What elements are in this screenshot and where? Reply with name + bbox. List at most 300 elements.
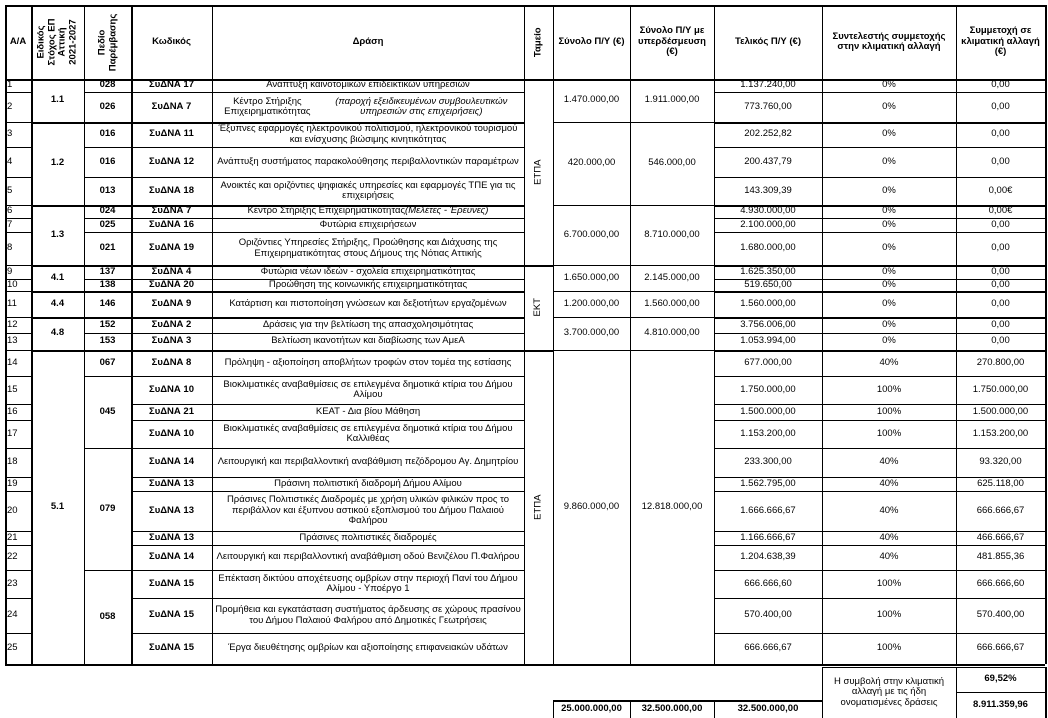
grid-line <box>131 570 524 571</box>
row-coef: 100% <box>876 427 902 439</box>
row-climate: 625.118,00 <box>977 477 1024 489</box>
row-coef: 40% <box>879 477 899 489</box>
grid-line <box>553 350 714 351</box>
grid-line <box>131 376 524 377</box>
row-climate: 481.855,36 <box>976 551 1025 563</box>
grid-line <box>131 317 524 319</box>
row-kodikos: ΣυΔΝΑ 3 <box>151 335 192 347</box>
grid-line <box>5 5 1045 7</box>
grid-line <box>5 477 31 478</box>
row-kodikos: ΣυΔΝΑ 7 <box>151 205 192 217</box>
grid-line <box>714 177 1045 178</box>
row-kodikos: ΣυΔΝΑ 14 <box>149 551 194 563</box>
fund-label: ΕΚΤ <box>532 298 544 317</box>
grid-line <box>5 545 31 546</box>
grid-line <box>131 147 524 148</box>
grid-line <box>5 376 31 377</box>
row-pedio: 137 <box>99 265 116 277</box>
group-synolo: 1.650.000,00 <box>563 271 620 283</box>
row-aa: 25 <box>7 642 18 654</box>
row-telikos: 773.760,00 <box>744 100 792 112</box>
row-kodikos: ΣυΔΝΑ 15 <box>149 609 194 621</box>
grid-line <box>84 317 131 319</box>
grid-line <box>5 291 31 292</box>
row-pedio: 016 <box>99 155 116 167</box>
group-hyper: 4.810.000,00 <box>644 327 700 339</box>
row-kodikos: ΣυΔΝΑ 15 <box>149 577 194 589</box>
row-telikos: 1.560.000,00 <box>740 297 796 309</box>
row-climate: 570.400,00 <box>976 609 1025 621</box>
row-telikos: 1.750.000,00 <box>740 383 796 395</box>
group-synolo: 9.860.000,00 <box>563 500 620 512</box>
row-climate: 0,00 <box>991 335 1010 347</box>
row-coef: 0% <box>882 279 896 290</box>
grid-line <box>714 420 1045 421</box>
header-symmetoxi: Συμμετοχή σε κλιματική αλλαγή (€) <box>961 25 1040 58</box>
grid-line <box>5 420 31 421</box>
grid-line <box>5 232 31 233</box>
grid-line <box>822 5 823 664</box>
grid-line <box>553 291 714 292</box>
grid-line <box>5 404 31 405</box>
row-drasi: Έξυπνες εφαρμογές ηλεκτρονικού πολιτισμού, ηλεκτρονικού τουρισμού και ενίσχυσης βιώσιμης κινητικότητας <box>218 123 518 145</box>
row-coef: 0% <box>882 128 896 140</box>
row-aa: 1 <box>7 79 13 91</box>
row-kodikos: ΣυΔΝΑ 8 <box>151 356 192 368</box>
grid-line <box>524 265 553 267</box>
grid-line <box>553 205 714 206</box>
row-climate: 0,00 <box>991 218 1010 230</box>
row-aa: 9 <box>7 265 13 277</box>
row-pedio: 013 <box>99 184 116 196</box>
row-telikos: 666.666,67 <box>744 642 792 654</box>
grid-line <box>714 350 1045 352</box>
group-stoxos: 4.8 <box>50 327 65 339</box>
row-aa: 3 <box>7 128 13 140</box>
grid-line <box>524 5 525 664</box>
grid-line <box>131 491 524 492</box>
row-kodikos: ΣυΔΝΑ 15 <box>149 642 194 654</box>
total-telikos: 32.500.000,00 <box>737 702 799 714</box>
header-syntelestis: Συντελεστής συμμετοχής στην κλιματική αλλαγή <box>832 30 946 52</box>
grid-line <box>630 5 631 664</box>
row-kodikos: ΣυΔΝΑ 9 <box>151 297 192 309</box>
row-climate: 0,00 <box>991 279 1010 290</box>
grid-line <box>131 404 524 405</box>
row-coef: 0% <box>882 265 896 277</box>
row-drasi: Πρόληψη - αξιοποίηση αποβλήτων τροφών στον τομέα της εστίασης <box>224 356 512 368</box>
grid-line <box>714 598 1045 599</box>
row-kodikos: ΣυΔΝΑ 16 <box>149 218 194 230</box>
row-drasi: Δράσεις για την βελτίωση της απασχολησιμότητας <box>262 318 474 330</box>
grid-line <box>31 291 84 293</box>
grid-line <box>714 122 1045 124</box>
header-synolo: Σύνολο Π/Υ (€) <box>558 35 625 47</box>
grid-line <box>84 448 131 449</box>
grid-line <box>84 205 131 207</box>
row-aa: 19 <box>7 477 18 489</box>
header-tameio: Ταμείο <box>532 27 544 57</box>
grid-line <box>84 218 131 219</box>
group-synolo: 1.200.000,00 <box>563 297 620 309</box>
row-climate: 1.153.200,00 <box>972 427 1029 439</box>
row-coef: 0% <box>882 335 896 347</box>
row-pedio: 028 <box>99 79 116 91</box>
grid-line <box>714 570 1045 571</box>
row-kodikos: ΣυΔΝΑ 4 <box>151 265 192 277</box>
row-drasi: Οριζόντιες Υπηρεσίες Στήριξης, Προώθησης και Διάχυσης της Επιχειρηματικότητας στους Δήμους της Νότιας Αττικής <box>238 237 498 259</box>
row-coef: 0% <box>882 155 896 167</box>
row-telikos: 3.756.006,00 <box>740 318 796 330</box>
row-drasi: Ανάπτυξη καινοτομικών επιδεικτικών υπηρεσιών <box>266 79 470 91</box>
group-stoxos: 4.1 <box>50 271 65 283</box>
grid-line <box>131 333 524 334</box>
row-telikos: 1.204.638,39 <box>740 551 796 563</box>
summary-percent: 69,52% <box>984 673 1017 685</box>
row-kodikos: ΣυΔΝΑ 11 <box>149 128 194 140</box>
header-kodikos: Κωδικός <box>152 35 191 47</box>
grid-line <box>131 545 524 546</box>
group-synolo: 3.700.000,00 <box>563 327 620 339</box>
row-climate: 0,00€ <box>988 205 1013 217</box>
grid-line <box>714 317 1045 319</box>
row-pedio: 138 <box>99 279 116 290</box>
grid-line <box>5 79 1045 81</box>
grid-line <box>553 265 714 266</box>
grid-line <box>84 350 131 352</box>
group-hyper: 2.145.000,00 <box>644 271 700 283</box>
row-telikos: 1.680.000,00 <box>740 242 796 254</box>
grid-line <box>714 404 1045 405</box>
grid-line <box>5 664 1045 666</box>
row-coef: 100% <box>876 642 902 654</box>
grid-line <box>714 205 1045 207</box>
grid-line <box>131 477 524 478</box>
group-hyper: 8.710.000,00 <box>644 228 700 240</box>
grid-line <box>84 147 131 148</box>
row-telikos: 1.625.350,00 <box>740 265 796 277</box>
group-stoxos: 1.2 <box>50 157 65 169</box>
row-drasi: Βελτίωση ικανοτήτων και διαβίωσης των ΑμεΑ <box>271 335 465 347</box>
row-aa: 16 <box>7 405 18 417</box>
grid-line <box>31 5 33 664</box>
row-kodikos: ΣυΔΝΑ 2 <box>151 318 192 330</box>
row-coef: 100% <box>876 383 902 395</box>
row-telikos: 202.252,82 <box>744 128 792 140</box>
row-coef: 40% <box>879 504 899 516</box>
row-climate: 270.800,00 <box>976 356 1025 368</box>
grid-line <box>714 218 1045 219</box>
row-drasi: ΚΕΑΤ - Δια βίου Μάθηση <box>315 405 421 417</box>
group-stoxos: 5.1 <box>50 500 65 512</box>
grid-line <box>31 265 84 267</box>
row-aa: 4 <box>7 155 13 167</box>
grid-line <box>714 232 1045 233</box>
row-climate: 466.666,67 <box>976 531 1025 543</box>
grid-line <box>714 545 1045 546</box>
grid-line <box>524 350 553 352</box>
grid-line <box>84 291 131 293</box>
row-telikos: 1.166.666,67 <box>740 531 796 543</box>
row-coef: 0% <box>882 218 896 230</box>
row-aa: 20 <box>7 504 18 516</box>
grid-line <box>131 279 524 280</box>
group-stoxos: 4.4 <box>50 297 65 309</box>
grid-line <box>553 5 554 664</box>
row-drasi: Προμήθεια και εγκατάσταση συστήματος άρδευσης σε χώρους πρασίνου του Δήμου Παλαιού Φαλήρου από Δημοτικές Γεωτρήσεις <box>215 604 521 626</box>
row-kodikos: ΣυΔΝΑ 20 <box>149 279 194 290</box>
row-aa: 23 <box>7 577 18 589</box>
row-pedio: 146 <box>99 297 116 309</box>
group-stoxos: 1.3 <box>50 228 65 240</box>
row-telikos: 1.137.240,00 <box>740 79 796 91</box>
row-climate: 0,00 <box>991 128 1010 140</box>
row-climate: 93.320,00 <box>979 456 1022 468</box>
row-kodikos: ΣυΔΝΑ 12 <box>149 155 194 167</box>
fund-label: ΕΤΠΑ <box>532 159 544 185</box>
row-climate: 0,00 <box>991 297 1010 309</box>
grid-line <box>131 205 524 207</box>
row-drasi: Ανοικτές και οριζόντιες ψηφιακές υπηρεσίες και εφαρμογές ΤΠΕ για τις επιχειρήσεις <box>220 179 516 201</box>
grid-line <box>5 279 31 280</box>
grid-line <box>553 317 714 318</box>
grid-line <box>131 92 524 93</box>
grid-line <box>131 291 524 293</box>
grid-line <box>31 205 84 207</box>
group-stoxos: 1.1 <box>50 94 65 106</box>
row-coef: 0% <box>882 79 896 91</box>
header-pedio: Πεδίο Παρέμβασης <box>96 13 118 71</box>
row-aa: 17 <box>7 427 18 439</box>
grid-line <box>714 531 1045 532</box>
header-telikos: Τελικός Π/Υ (€) <box>735 35 801 47</box>
row-kodikos: ΣυΔΝΑ 13 <box>149 504 194 516</box>
total-hyper: 32.500.000,00 <box>641 702 703 714</box>
row-pedio: 045 <box>99 405 116 417</box>
row-kodikos: ΣυΔΝΑ 13 <box>149 531 194 543</box>
grid-line <box>5 5 7 664</box>
row-aa: 7 <box>7 218 13 230</box>
grid-line <box>31 317 84 319</box>
grid-line <box>5 147 31 148</box>
grid-line <box>5 265 31 266</box>
row-climate: 0,00 <box>991 100 1010 112</box>
grid-line <box>714 376 1045 377</box>
grid-line <box>84 5 85 664</box>
grid-line <box>5 570 31 571</box>
grid-line <box>84 376 131 377</box>
row-kodikos: ΣυΔΝΑ 7 <box>151 100 192 112</box>
row-aa: 11 <box>7 297 17 309</box>
row-climate: 666.666,67 <box>976 642 1025 654</box>
row-pedio: 026 <box>99 100 116 112</box>
grid-line <box>84 265 131 267</box>
row-aa: 22 <box>7 551 18 563</box>
row-climate: 1.750.000,00 <box>972 383 1029 395</box>
row-pedio: 058 <box>99 610 116 622</box>
row-coef: 40% <box>879 456 899 468</box>
row-coef: 100% <box>876 609 902 621</box>
grid-line <box>131 177 524 178</box>
grid-line <box>31 122 84 124</box>
row-telikos: 143.309,39 <box>744 184 792 196</box>
grid-line <box>822 667 823 718</box>
row-drasi: Βιοκλιματικές αναβαθμίσεις σε επιλεγμένα δημοτικά κτίρια του Δήμου Καλλιθέας <box>223 422 513 444</box>
grid-line <box>714 147 1045 148</box>
grid-line <box>5 92 31 93</box>
summary-note: Η συμβολή στην κλιματική αλλαγή με τις ήδη ονοματισμένες δράσεις <box>833 675 945 708</box>
row-drasi: Λειτουργική και περιβαλλοντική αναβάθμιση πεζόδρομου Αγ. Δημητρίου <box>217 456 519 468</box>
grid-line <box>131 232 524 233</box>
row-aa: 10 <box>7 279 18 290</box>
row-telikos: 1.053.994,00 <box>740 335 796 347</box>
row-kodikos: ΣυΔΝΑ 14 <box>149 456 194 468</box>
row-pedio: 021 <box>99 242 116 254</box>
grid-line <box>714 279 1045 280</box>
row-drasi: Κέντρο Στήριξης Επιχειρηματικότητας (Μελέτες - Έρευνες) <box>247 205 489 217</box>
grid-line <box>5 177 31 178</box>
row-drasi: Πράσινη πολιτιστική διαδρομή Δήμου Αλίμου <box>274 477 462 489</box>
row-drasi: Προώθηση της κοινωνικής επιχειρηματικότητας <box>268 279 468 290</box>
grid-line <box>131 265 524 267</box>
grid-line <box>714 333 1045 334</box>
row-coef: 100% <box>876 577 902 589</box>
grid-line <box>131 448 524 449</box>
grid-line <box>131 633 524 634</box>
grid-line <box>131 531 524 532</box>
grid-line <box>714 291 1045 293</box>
summary-climate-total: 8.911.359,96 <box>973 699 1028 711</box>
row-climate: 0,00 <box>991 155 1010 167</box>
row-pedio: 079 <box>99 502 116 514</box>
group-hyper: 546.000,00 <box>648 157 696 169</box>
grid-line <box>714 92 1045 93</box>
group-synolo: 6.700.000,00 <box>563 228 620 240</box>
row-aa: 12 <box>7 318 18 330</box>
row-aa: 5 <box>7 184 13 196</box>
row-kodikos: ΣυΔΝΑ 13 <box>149 477 194 489</box>
row-aa: 6 <box>7 205 13 217</box>
grid-line <box>31 350 84 352</box>
row-drasi: Φυτώρια επιχειρήσεων <box>319 218 417 230</box>
grid-line <box>131 5 133 664</box>
row-telikos: 677.000,00 <box>744 356 792 368</box>
row-telikos: 233.300,00 <box>744 456 792 468</box>
row-climate: 0,00 <box>991 318 1010 330</box>
fund-label: ΕΤΠΑ <box>532 494 544 520</box>
grid-line <box>5 448 31 449</box>
grid-line <box>714 448 1045 449</box>
grid-line <box>212 5 213 664</box>
row-pedio: 016 <box>99 128 116 140</box>
row-drasi: Πράσινες Πολιτιστικές Διαδρομές με χρήση υλικών φιλικών προς το περιβάλλον και έξυπνου αστικού εξοπλισμού του Δήμου Παλαιού Φαλήρου <box>226 494 510 527</box>
row-aa: 24 <box>7 609 18 621</box>
row-aa: 8 <box>7 242 13 254</box>
header-eidikos-stoxos: Ειδικός Στόχος ΕΠ Αττική 2021-2027 <box>35 18 78 66</box>
row-drasi: Έργα διευθέτησης ομβρίων και αξιοποίησης επιφανειακών υδάτων <box>228 642 508 654</box>
row-coef: 40% <box>879 356 899 368</box>
row-coef: 0% <box>882 297 896 309</box>
row-telikos: 519.650,00 <box>744 279 792 290</box>
row-coef: 0% <box>882 242 896 254</box>
grid-line <box>5 598 31 599</box>
row-coef: 0% <box>882 205 896 217</box>
row-drasi: Κατάρτιση και πιστοποίηση γνώσεων και δεξιοτήτων εργαζομένων <box>229 297 507 309</box>
row-drasi: Λειτουργική και περιβαλλοντική αναβάθμιση οδού Βενιζέλου Π.Φαλήρου <box>216 551 520 563</box>
group-synolo: 420.000,00 <box>567 157 616 169</box>
grid-line <box>131 350 524 352</box>
row-telikos: 200.437,79 <box>744 155 792 167</box>
grid-line <box>84 570 131 571</box>
grid-line <box>714 491 1045 492</box>
row-kodikos: ΣυΔΝΑ 10 <box>149 383 194 395</box>
grid-line <box>553 122 714 123</box>
grid-line <box>131 122 524 124</box>
group-hyper: 1.911.000,00 <box>644 94 700 106</box>
grid-line <box>84 92 131 93</box>
row-telikos: 1.562.795,00 <box>740 477 796 489</box>
row-climate: 0,00 <box>991 79 1010 91</box>
row-kodikos: ΣυΔΝΑ 17 <box>149 79 194 91</box>
row-climate: 666.666,67 <box>976 504 1025 516</box>
row-telikos: 1.153.200,00 <box>740 427 796 439</box>
grid-line <box>714 477 1045 478</box>
grid-line <box>5 491 31 492</box>
row-climate: 0,00 <box>991 265 1010 277</box>
group-hyper: 1.560.000,00 <box>644 297 700 309</box>
row-drasi: Κέντρο Στήριξης Επιχειρηματικότητας (παροχή εξειδικευμένων συμβουλευτικών υπηρεσιών στις επιχειρήσεις) <box>224 95 508 117</box>
row-pedio: 024 <box>99 205 116 217</box>
grid-line <box>84 122 131 124</box>
row-climate: 666.666,60 <box>976 577 1025 589</box>
row-coef: 40% <box>879 531 899 543</box>
grid-line <box>84 333 131 334</box>
grid-line <box>5 350 31 351</box>
grid-line <box>131 420 524 421</box>
row-telikos: 4.930.000,00 <box>740 205 796 217</box>
row-pedio: 152 <box>99 318 116 330</box>
row-aa: 2 <box>7 100 13 112</box>
grid-line <box>956 5 957 664</box>
row-drasi: Πράσινες πολιτιστικές διαδρομές <box>299 531 437 543</box>
grid-line <box>714 265 1045 267</box>
row-drasi: Βιοκλιματικές αναβαθμίσεις σε επιλεγμένα δημοτικά κτίρια του Δήμου Αλίμου <box>223 378 513 400</box>
row-kodikos: ΣυΔΝΑ 10 <box>149 427 194 439</box>
row-coef: 40% <box>879 551 899 563</box>
row-kodikos: ΣυΔΝΑ 18 <box>149 184 194 196</box>
row-pedio: 153 <box>99 335 116 347</box>
grid-line <box>5 122 31 123</box>
row-pedio: 025 <box>99 218 116 230</box>
grid-line <box>5 633 31 634</box>
grid-line <box>84 177 131 178</box>
row-telikos: 1.500.000,00 <box>740 405 796 417</box>
header-aa: Α/Α <box>9 35 27 47</box>
total-synolo: 25.000.000,00 <box>561 702 622 714</box>
grid-line <box>1045 5 1047 664</box>
row-climate: 0,00€ <box>988 184 1013 196</box>
grid-line <box>5 333 31 334</box>
row-drasi: Φυτώρια νέων ιδεών - σχολεία επιχειρηματικότητας <box>260 265 476 277</box>
header-drasi: Δράση <box>352 35 384 47</box>
row-telikos: 2.100.000,00 <box>740 218 796 230</box>
grid-line <box>84 279 131 280</box>
group-synolo: 1.470.000,00 <box>563 94 620 106</box>
group-hyper: 12.818.000,00 <box>641 500 703 512</box>
grid-line <box>131 598 524 599</box>
row-telikos: 666.666,60 <box>744 577 792 589</box>
row-aa: 13 <box>7 335 18 347</box>
